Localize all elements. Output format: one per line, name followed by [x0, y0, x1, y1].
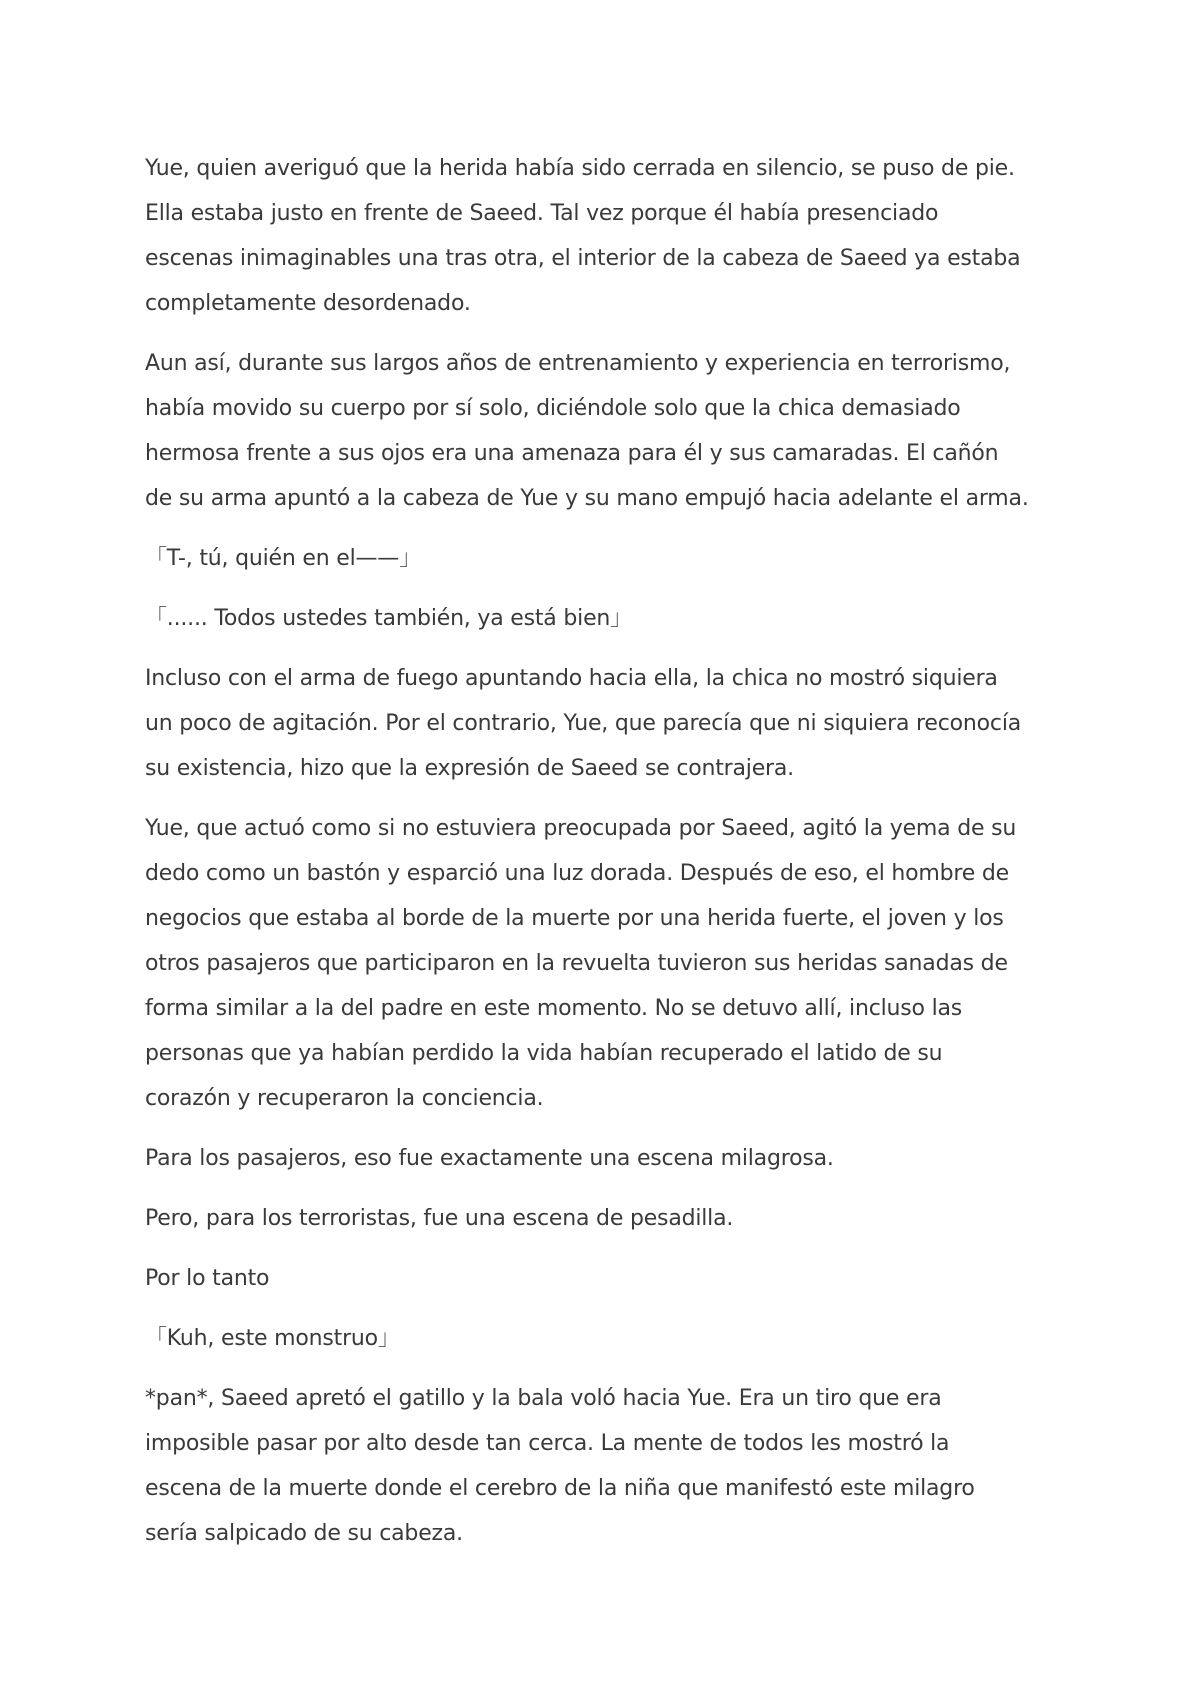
dialogue-line-1: 「T-, tú, quién en el——」: [145, 546, 421, 571]
dialogue-line-3: 「Kuh, este monstruo」: [145, 1326, 400, 1351]
paragraph-3: Incluso con el arma de fuego apuntando hacia ella, la chica no mostró siquiera un poco de agitación. Por el contrario, Yue, que parecía que ni siquiera reconocía su existencia, hizo que la expresión de Saeed se contrajera.: [145, 666, 1022, 781]
paragraph-6: Pero, para los terroristas, fue una escena de pesadilla.: [145, 1206, 734, 1231]
paragraph-2: Aun así, durante sus largos años de entrenamiento y experiencia en terrorismo, había movido su cuerpo por sí solo, diciéndole solo que la chica demasiado hermosa frente a sus ojos era una amenaza para él y sus camaradas. El cañón de su arma apuntó a la cabeza de Yue y su mano empujó hacia adelante el arma.: [145, 351, 1029, 511]
dialogue-line-2: 「...... Todos ustedes también, ya está bien」: [145, 606, 632, 631]
paragraph-7: Por lo tanto: [145, 1266, 270, 1291]
paragraph-5: Para los pasajeros, eso fue exactamente una escena milagrosa.: [145, 1146, 834, 1171]
paragraph-4: Yue, que actuó como si no estuviera preocupada por Saeed, agitó la yema de su dedo como un bastón y esparció una luz dorada. Después de eso, el hombre de negocios que estaba al borde de la muerte por una herida fuerte, el joven y los otros pasajeros que participaron en la revuelta tuvieron sus heridas sanadas de forma similar a la del padre en este momento. No se detuvo allí, incluso las personas que ya habían perdido la vida habían recuperado el latido de su corazón y recuperaron la conciencia.: [145, 816, 1017, 1111]
paragraph-8: *pan*, Saeed apretó el gatillo y la bala voló hacia Yue. Era un tiro que era imposible pasar por alto desde tan cerca. La mente de todos les mostró la escena de la muerte donde el cerebro de la niña que manifestó este milagro sería salpicado de su cabeza.: [145, 1386, 975, 1546]
paragraph-1: Yue, quien averiguó que la herida había sido cerrada en silencio, se puso de pie. Ella estaba justo en frente de Saeed. Tal vez porque él había presenciado escenas inimaginables una tras otra, el interior de la cabeza de Saeed ya estaba completamente desordenado.: [145, 156, 1021, 316]
